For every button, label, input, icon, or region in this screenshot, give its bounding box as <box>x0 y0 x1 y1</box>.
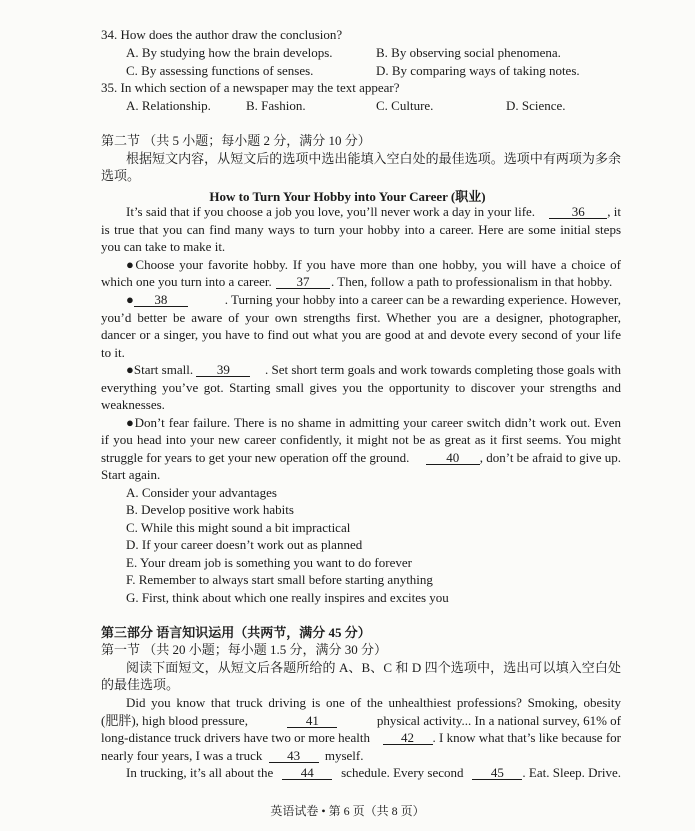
p5-text-a: struggle for years to get your new operation off the ground. <box>101 450 410 465</box>
cloze-line4 <box>101 748 364 764</box>
cloze-text-2a: (肥胖), high blood pressure, <box>101 713 248 728</box>
blank-39[interactable]: 39 <box>196 363 250 377</box>
q35-option-c: C. Culture. <box>376 98 434 113</box>
passage-p4-line2: everything you’ve got. Starting small gives you the opportunity to discover your strengths and <box>101 380 621 395</box>
cloze-text-3a: long-distance truck drivers have two or more health <box>101 730 370 745</box>
passage-p2-line2 <box>101 274 612 290</box>
q35-option-d: D. Science. <box>506 98 566 113</box>
part3-instruction-line2: 的最佳选项。 <box>101 677 180 692</box>
passage-p2-line1: ●Choose your favorite hobby. If you have more than one hobby, you will have a choice of <box>126 257 621 272</box>
passage-p3-line2: you’d better be aware of your own strengths first. Whether you are a designer, photographer, <box>101 310 621 325</box>
p4-text-b: . Set short term goals and work towards completing those goals with <box>264 362 621 377</box>
option-f: F. Remember to always start small before starting anything <box>126 572 433 587</box>
part3-header: 第三部分 语言知识运用（共两节，满分 45 分） <box>101 625 371 640</box>
section2-instruction-line2: 选项。 <box>101 168 141 183</box>
cloze-text-4a: nearly four years, I was a truck <box>101 748 263 763</box>
cloze-line1: Did you know that truck driving is one of the unhealthiest professions? Smoking, obesity <box>126 695 621 710</box>
q34-stem: 34. How does the author draw the conclusion? <box>101 27 343 42</box>
blank-40[interactable]: 40 <box>426 451 480 465</box>
passage-p4-line1 <box>126 362 621 378</box>
q34-option-d: D. By comparing ways of taking notes. <box>376 63 580 78</box>
passage-p3-line4: to it. <box>101 345 125 360</box>
blank-44[interactable]: 44 <box>282 766 332 780</box>
p3-text-b: . Turning your hobby into a career can be a rewarding experience. However, <box>224 292 621 307</box>
option-c: C. While this might sound a bit impractical <box>126 520 351 535</box>
option-e: E. Your dream job is something you want to do forever <box>126 555 412 570</box>
passage-p1-line2: is true that you can find many ways to turn your hobby into a career. Here are some initial steps <box>101 222 621 237</box>
blank-41[interactable]: 41 <box>287 714 337 728</box>
cloze-text-5c: . Eat. Sleep. Drive. <box>522 765 621 780</box>
blank-37[interactable]: 37 <box>276 275 330 289</box>
cloze-text-4b: myself. <box>324 748 364 763</box>
blank-38[interactable]: 38 <box>134 293 188 307</box>
p2-text-a: which one you turn into a career. <box>101 274 272 289</box>
q35-stem: 35. In which section of a newspaper may the text appear? <box>101 80 400 95</box>
cloze-text-3b: . I know what that’s like because for <box>432 730 621 745</box>
blank-43[interactable]: 43 <box>269 749 319 763</box>
cloze-line2 <box>101 713 621 729</box>
p5-text-b: , don’t be afraid to give up. <box>479 450 621 465</box>
cloze-line5 <box>126 765 621 781</box>
p4-text-a: ●Start small. <box>126 362 194 377</box>
passage-p4-line3: weaknesses. <box>101 397 165 412</box>
passage-p5-line2: if you head into your new career confidently, it might not be as great as it first seems. You might <box>101 432 621 447</box>
passage-p5-line1: ●Don’t fear failure. There is no shame in admitting your career switch didn’t work out. Even <box>126 415 621 430</box>
blank-45[interactable]: 45 <box>472 766 522 780</box>
passage-p1-line3: you can take to make it. <box>101 239 226 254</box>
blank-42[interactable]: 42 <box>383 731 433 745</box>
page-footer: 英语试卷 • 第 6 页（共 8 页） <box>270 804 425 818</box>
bullet-icon: ● <box>126 292 134 307</box>
section2-header: 第二节 （共 5 小题；每小题 2 分，满分 10 分） <box>101 133 371 148</box>
part3-subheader: 第一节 （共 20 小题；每小题 1.5 分，满分 30 分） <box>101 642 388 657</box>
option-a: A. Consider your advantages <box>126 485 277 500</box>
q35-option-a: A. Relationship. <box>126 98 211 113</box>
part3-instruction-line1: 阅读下面短文，从短文后各题所给的 A、B、C 和 D 四个选项中，选出可以填入空白处 <box>126 660 621 675</box>
q34-option-c: C. By assessing functions of senses. <box>126 63 314 78</box>
q34-option-a: A. By studying how the brain develops. <box>126 45 333 60</box>
cloze-line3 <box>101 730 621 746</box>
cloze-text-5b: schedule. Every second <box>341 765 464 780</box>
cloze-text-2b: physical activity... In a national survey, 61% of <box>376 713 621 728</box>
passage-p5-line3 <box>101 450 621 466</box>
option-g: G. First, think about which one really inspires and excites you <box>126 590 449 605</box>
passage-p3-line3: dancer or a singer, you have to find out what you are good at and devote every second of your life <box>101 327 621 342</box>
blank-36[interactable]: 36 <box>549 205 607 219</box>
q34-option-b: B. By observing social phenomena. <box>376 45 561 60</box>
option-b: B. Develop positive work habits <box>126 502 294 517</box>
passage-p1-line1 <box>126 204 621 220</box>
p1-text-b: , it <box>607 204 621 219</box>
q35-option-b: B. Fashion. <box>246 98 306 113</box>
option-d: D. If your career doesn’t work out as planned <box>126 537 363 552</box>
section2-instruction-line1: 根据短文内容，从短文后的选项中选出能填入空白处的最佳选项。选项中有两项为多余 <box>126 151 621 166</box>
passage-p5-line4: Start again. <box>101 467 161 482</box>
p1-text-a: It’s said that if you choose a job you love, you’ll never work a day in your life. <box>126 204 536 219</box>
passage-p3-line1 <box>126 292 621 308</box>
passage-title: How to Turn Your Hobby into Your Career (职业) <box>209 189 486 204</box>
cloze-text-5a: In trucking, it’s all about the <box>126 765 274 780</box>
p2-text-b: . Then, follow a path to professionalism in that hobby. <box>331 274 613 289</box>
